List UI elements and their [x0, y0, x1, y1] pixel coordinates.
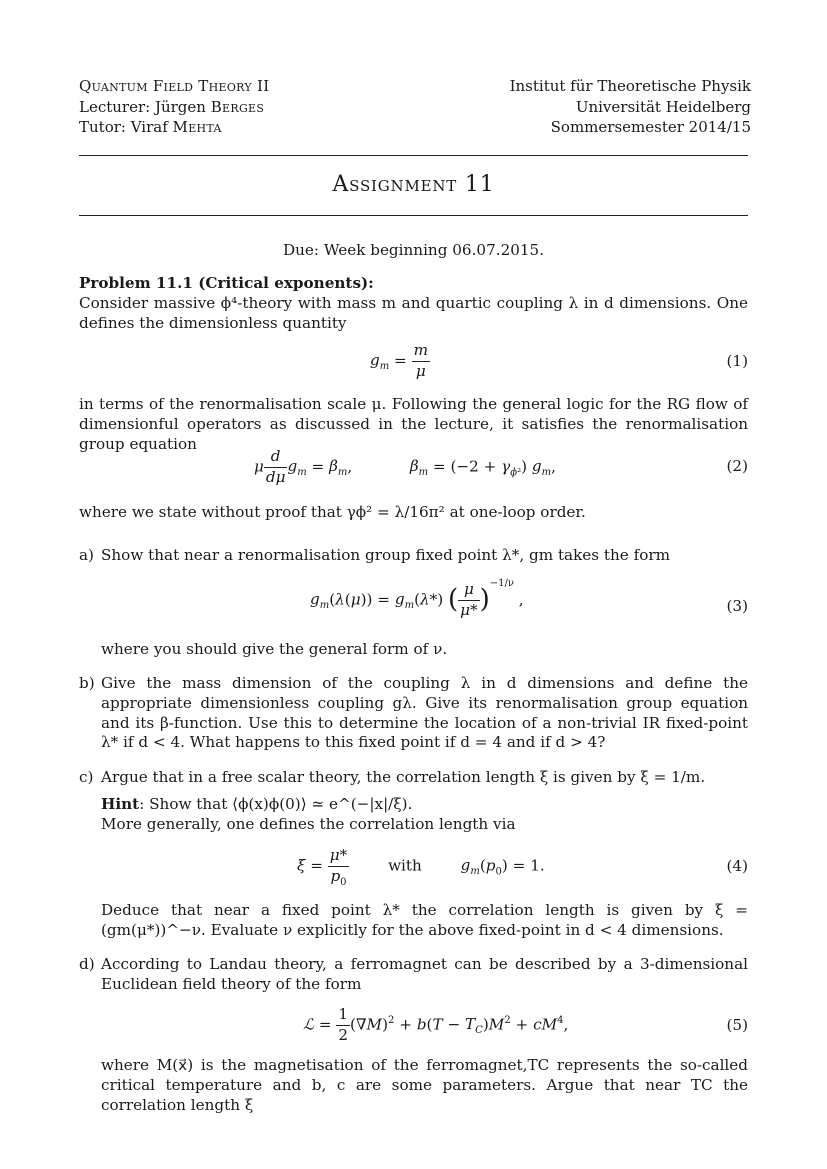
- part-c-line3: More generally, one defines the correlation length via: [101, 815, 516, 833]
- part-c-label: c): [79, 768, 94, 786]
- lecturer-label: Lecturer: Jürgen: [79, 97, 206, 116]
- problem-heading: Problem 11.1 (Critical exponents):: [79, 274, 374, 292]
- paragraph-after-eq1: in terms of the renormalisation scale μ. Following the general logic for the RG flow of dimensionful operators as discussed in the lecture, it satisfies the renormalisation group equation: [79, 395, 748, 453]
- part-a-label: a): [79, 546, 94, 564]
- page-title: Assignment 11: [332, 172, 495, 197]
- equation-3: $g_m(\lambda(\mu)) = g_m(\lambda*)$ ( $\frac{\mu}{\mu*}$ )$^{-1/\nu}$ ,: [310, 578, 524, 619]
- university: Universität Heidelberg: [575, 97, 751, 116]
- equation-4: ξ = $\frac{\mu*}{p_0}$ with $g_m(p_0) = 1$.: [297, 846, 545, 888]
- institute: Institut für Theoretische Physik: [509, 77, 751, 95]
- part-d-label: d): [79, 955, 95, 973]
- with-word: with: [388, 856, 422, 875]
- equation-5: ℒ = $\frac{1}{2}$ $(\nabla M)^2 + b(T - T_C)M^2 + cM^4$,: [303, 1005, 569, 1044]
- equation-number-1: (1): [726, 352, 748, 370]
- top-rule: [79, 155, 748, 156]
- part-b-label: b): [79, 674, 95, 692]
- part-d-after: where M(x⃗) is the magnetisation of the ferromagnet,TC represents the so-called critical temperature and b, c are some parameters. Argue that near TC the correlation length ξ: [101, 1056, 748, 1114]
- tutor-line: [79, 117, 269, 138]
- part-b-text: Give the mass dimension of the coupling λ in d dimensions and define the appropriate dimensionless coupling gλ. Give its renormalisation group equation and its β-function. Use this to determine the location of a non-trivial IR fixed-point λ* if d < 4. What happens to this fixed point if d = 4 and if d > 4?: [101, 674, 748, 752]
- tutor-name: Mehta: [172, 118, 222, 136]
- lecturer-line: [79, 97, 269, 118]
- equation-number-5: (5): [726, 1016, 748, 1034]
- equation-number-3: (3): [726, 597, 748, 615]
- equation-2: μ $\frac{d}{d\mu}$ $g_m = \beta_m$, $\beta_m = (-2 + \gamma_{\phi^2})$ $g_m$,: [254, 447, 556, 486]
- hint-text: : Show that ⟨ϕ(x)ϕ(0)⟩ ≃ e^(−|x|/ξ).: [139, 795, 413, 813]
- part-c-hint: [101, 795, 748, 815]
- lecturer-name: Berges: [210, 97, 265, 116]
- due-date: Due: Week beginning 06.07.2015.: [282, 241, 545, 259]
- problem-intro: Consider massive ϕ⁴-theory with mass m and quartic coupling λ in d dimensions. One defines the dimensionless quantity: [79, 294, 748, 332]
- equation-1: $g_m$ = $\frac{m}{\mu}$: [370, 341, 429, 380]
- tutor-label: Tutor: Viraf: [79, 118, 168, 136]
- equation-number-4: (4): [726, 857, 748, 875]
- part-a-text: Show that near a renormalisation group fixed point λ*, gm takes the form: [101, 546, 671, 564]
- part-a-after: where you should give the general form of ν.: [101, 640, 448, 658]
- header-left: [79, 76, 269, 138]
- equation-number-2: (2): [726, 457, 748, 475]
- part-c-line1: Argue that in a free scalar theory, the correlation length ξ is given by ξ = 1/m.: [101, 768, 706, 786]
- paragraph-after-eq2: where we state without proof that γϕ² = λ/16π² at one-loop order.: [79, 503, 586, 521]
- bottom-rule: [79, 215, 748, 216]
- header-right: [510, 76, 751, 138]
- course-name: Quantum Field Theory II: [79, 77, 270, 95]
- part-c-after: Deduce that near a fixed point λ* the correlation length is given by ξ = (gm(μ*))^−ν. Evaluate ν explicitly for the above fixed-point in d < 4 dimensions.: [101, 901, 748, 939]
- hint-label: Hint: [101, 795, 140, 813]
- semester: Sommersemester 2014/15: [550, 118, 751, 136]
- part-d-text: According to Landau theory, a ferromagnet can be described by a 3-dimensional Euclidean field theory of the form: [101, 955, 748, 993]
